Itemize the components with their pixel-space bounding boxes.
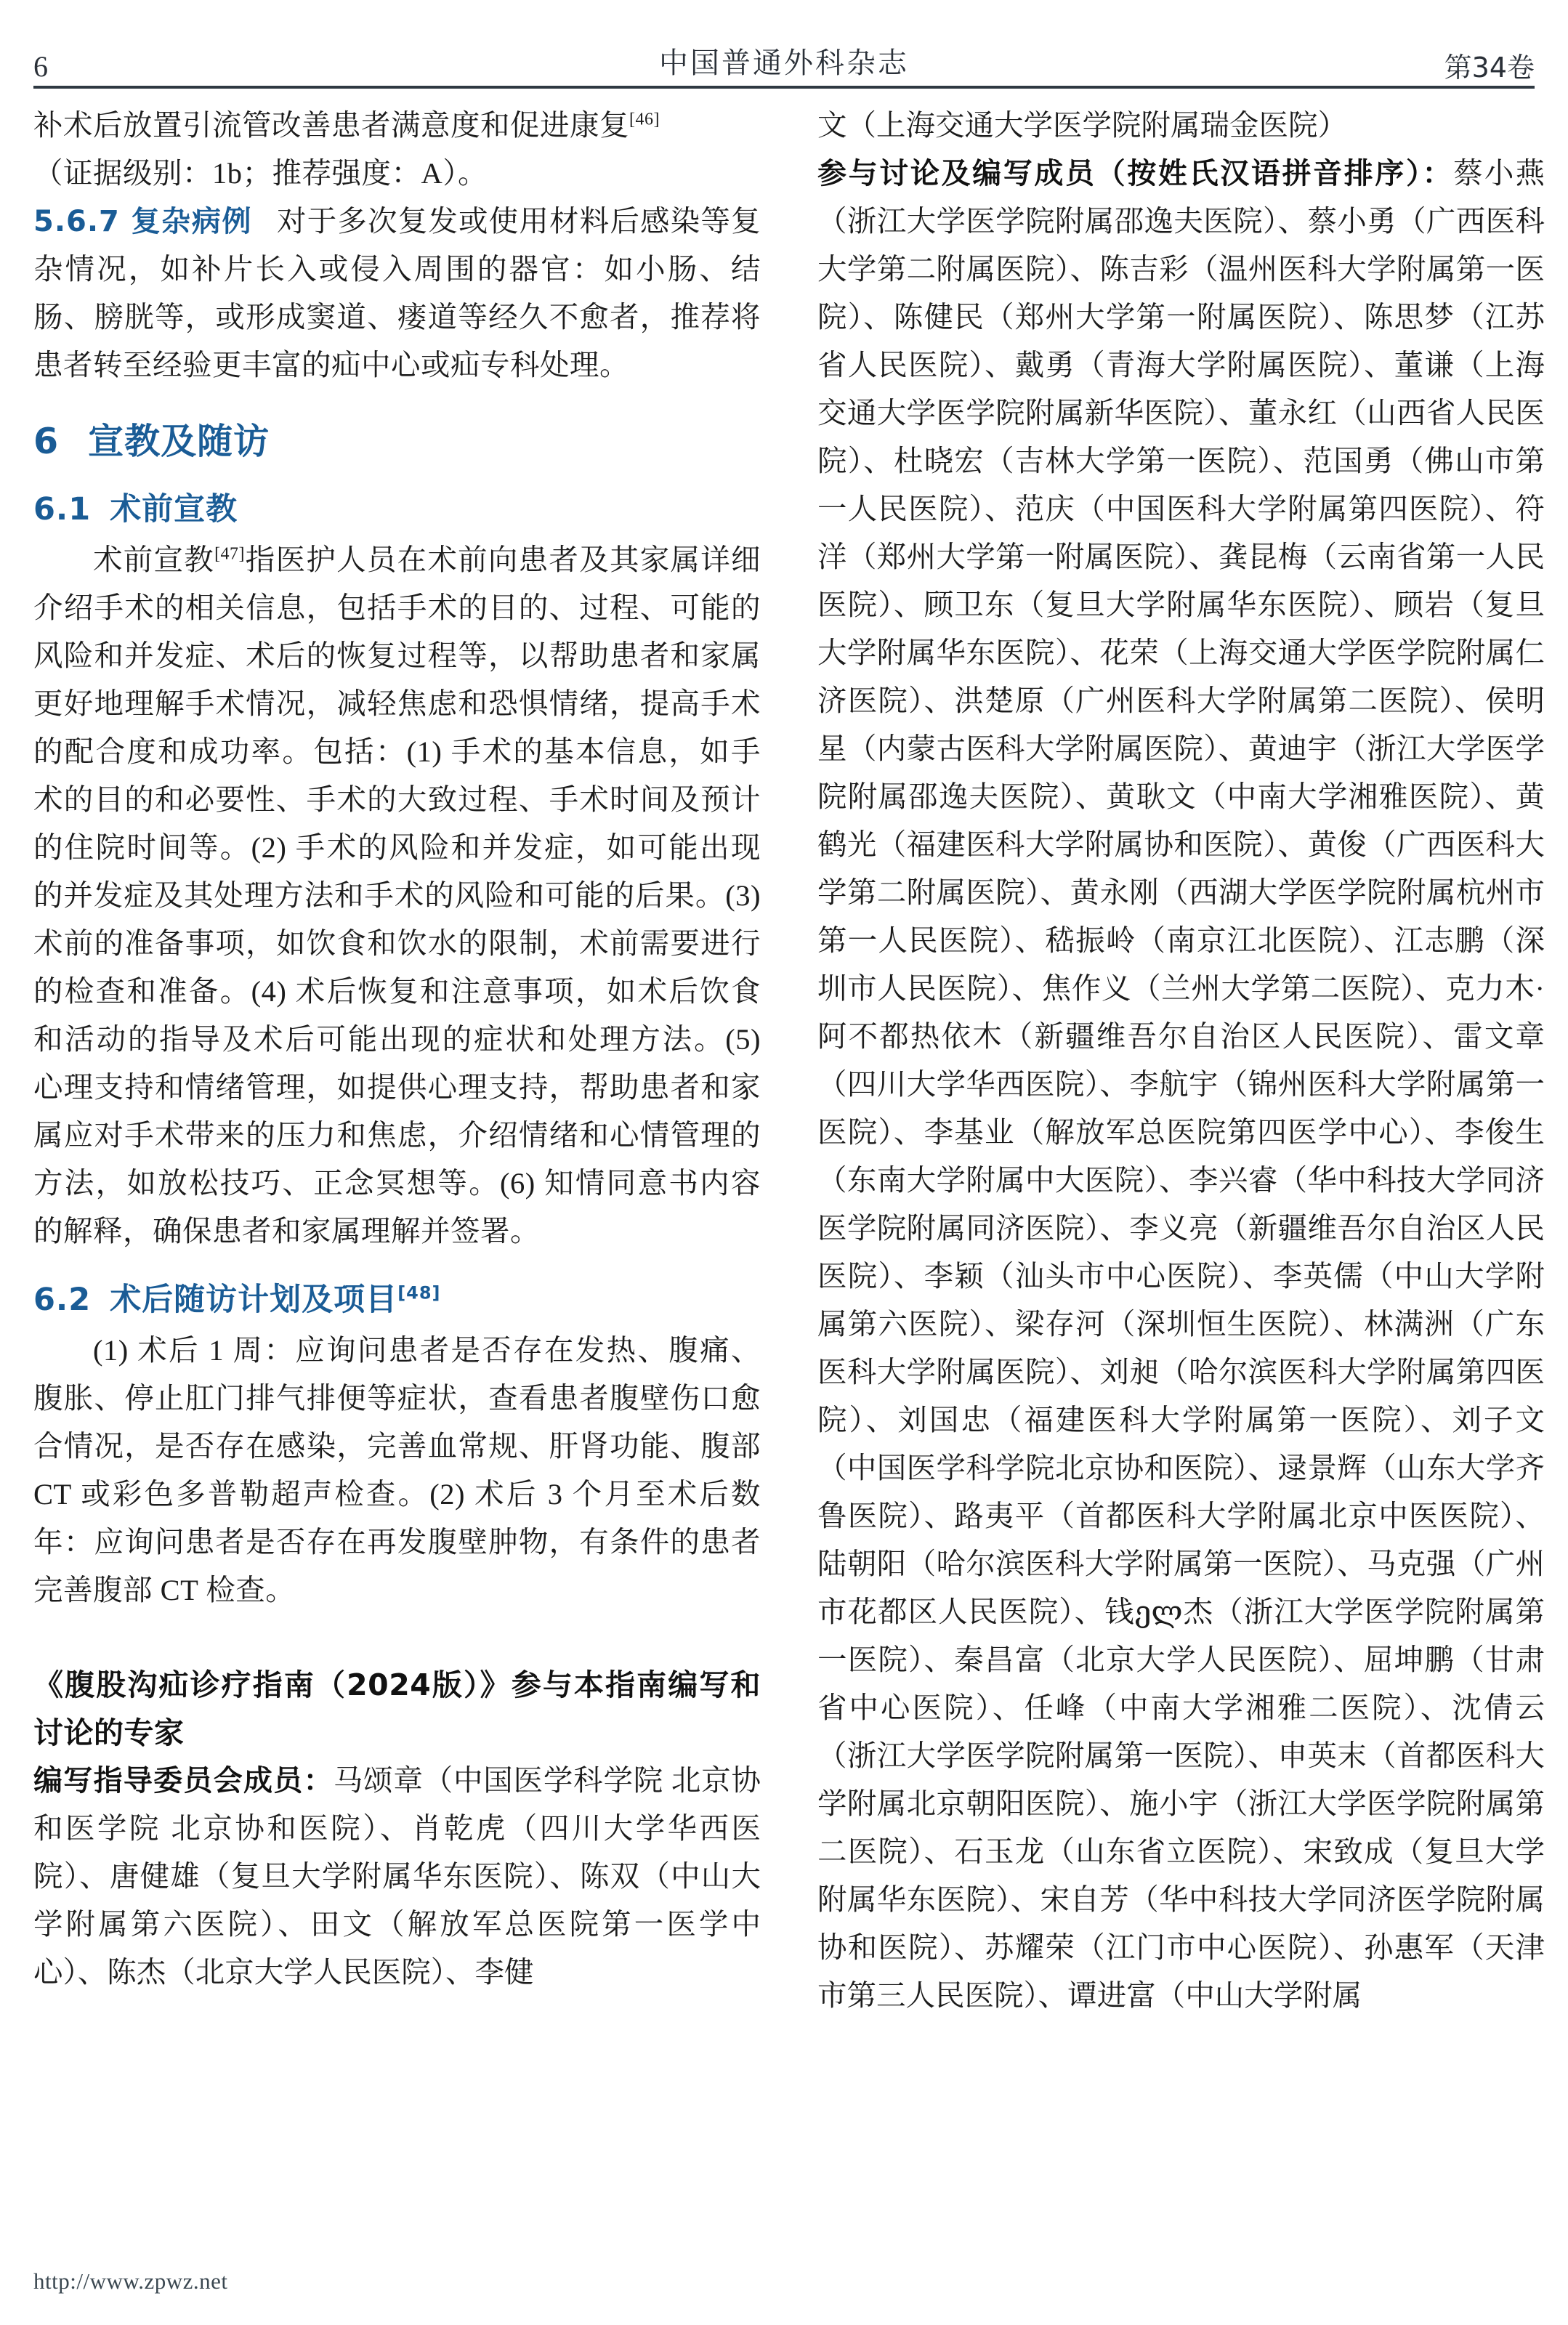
section-heading-6-2 [33, 1277, 761, 1322]
committee-label: 编写指导委员会成员： [33, 1764, 334, 1798]
subsection-body-5-6-7: 对于多次复发或使用材料后感染等复杂情况，如补片长入或侵入周围的器官：如小肠、结肠、膀胱等，或形成窦道、瘘道等经久不愈者，推荐将患者转至经验更丰富的疝中心或疝专科处理。 [33, 205, 761, 381]
section-title-6-2: 术后随访计划及项目 [110, 1282, 398, 1318]
volume-label: 第34卷 [1444, 52, 1535, 84]
section-title-6: 宣教及随访 [88, 421, 270, 462]
discussion-members-list: 蔡小燕（浙江大学医学院附属邵逸夫医院）、蔡小勇（广西医科大学第二附属医院）、陈吉彩（温州医科大学附属第一医院）、陈健民（郑州大学第一附属医院）、陈思梦（江苏省人民医院）、戴勇（青海大学附属医院）、董谦（上海交通大学医学院附属新华医院）、董永红（山西省人民医院）、杜晓宏（吉林大学第一医院）、范国勇（佛山市第一人民医院）、范庆（中国医科大学附属第四医院）、符洋（郑州大学第一附属医院）、龚昆梅（云南省第一人民医院）、顾卫东（复旦大学附属华东医院）、顾岩（复旦大学附属华东医院）、花荣（上海交通大学医学院附属仁济医院）、洪楚原（广州医科大学附属第二医院）、侯明星（内蒙古医科大学附属医院）、黄迪宇（浙江大学医学院附属邵逸夫医院）、黄耿文（中南大学湘雅医院）、黄鹤光（福建医科大学附属协和医院）、黄俊（广西医科大学第二附属医院）、黄永刚（西湖大学医学院附属杭州市第一人民医院）、嵇振岭（南京江北医院）、江志鹏（深圳市人民医院）、焦作义（兰州大学第二医院）、克力木·阿不都热依木（新疆维吾尔自治区人民医院）、雷文章（四川大学华西医院）、李航宇（锦州医科大学附属第一医院）、李基业（解放军总医院第四医学中心）、李俊生（东南大学附属中大医院）、李兴睿（华中科技大学同济医学院附属同济医院）、李义亮（新疆维吾尔自治区人民医院）、李颖（汕头市中心医院）、李英儒（中山大学附属第六医院）、梁存河（深圳恒生医院）、林满洲（广东医科大学附属医院）、刘昶（哈尔滨医科大学附属第四医院）、刘国忠（福建医科大学附属第一医院）、刘子文（中国医学科学院北京协和医院）、逯景辉（山东大学齐鲁医院）、路夷平（首都医科大学附属北京中医医院）、陆朝阳（哈尔滨医科大学附属第一医院）、马克强（广州市花都区人民医院）、钱ელ杰（浙江大学医学院附属第一医院）、秦昌富（北京大学人民医院）、屈坤鹏（甘肃省中心医院）、任峰（中南大学湘雅二医院）、沈倩云（浙江大学医学院附属第一医院）、申英末（首都医科大学附属北京朝阳医院）、施小宇（浙江大学医学院附属第二医院）、石玉龙（山东省立医院）、宋致成（复旦大学附属华东医院）、宋自芳（华中科技大学同济医学院附属协和医院）、苏耀荣（江门市中心医院）、孙惠军（天津市第三人民医院）、谭进富（中山大学附属 [817, 157, 1545, 2012]
discussion-members-label: 参与讨论及编写成员（按姓氏汉语拼音排序）： [817, 157, 1454, 190]
section-6-1-lead: 术前宣教 [93, 543, 215, 576]
committee-paragraph [33, 1757, 761, 1997]
header-divider [33, 86, 1535, 89]
section-6-2-body: (1) 术后 1 周：应询问患者是否存在发热、腹痛、腹胀、停止肛门排气排便等症状，查看患者腹壁伤口愈合情况，是否存在感染，完善血常规、肝肾功能、腹部 CT 或彩色多普勒超声检查。(2) 术后 3 个月至术后数年：应询问患者是否存在再发腹壁肿物，有条件的患者完善腹部 CT 检查。 [33, 1334, 761, 1606]
evidence-level-note: （证据级别：1b；推荐强度：A）。 [33, 157, 488, 190]
section-6-1-body [33, 536, 761, 1256]
section-heading-6 [33, 418, 761, 465]
expert-block-title: 《腹股沟疝诊疗指南（2024版）》参与本指南编写和讨论的专家 [33, 1667, 761, 1750]
right-column [817, 102, 1545, 2216]
left-column [33, 102, 761, 2216]
journal-website-url[interactable]: http://www.zpwz.net [33, 2268, 228, 2294]
subsection-title-5-6-7: 复杂病例 [131, 205, 253, 238]
subsection-5-6-7 [33, 198, 761, 389]
running-header [33, 22, 1535, 84]
subsection-number-5-6-7: 5.6.7 [33, 205, 120, 238]
reference-marker-46: [46] [629, 110, 660, 129]
section-number-6-2: 6.2 [33, 1282, 92, 1318]
section-title-6-1: 术前宣教 [110, 491, 238, 527]
page-number: 6 [33, 50, 48, 83]
section-number-6-1: 6.1 [33, 491, 92, 527]
page-footer [33, 2268, 228, 2294]
committee-members: 马颂章（中国医学科学院 北京协和医学院 北京协和医院）、肖乾虎（四川大学华西医院）、唐健雄（复旦大学附属华东医院）、陈双（中山大学附属第六医院）、田文（解放军总医院第一医学中心）、陈杰（北京大学人民医院）、李健 [33, 1764, 761, 1989]
reference-marker-47: [47] [214, 544, 246, 564]
committee-continued: 文（上海交通大学医学院附属瑞金医院） [817, 109, 1347, 142]
continued-paragraph-text: 补术后放置引流管改善患者满意度和促进康复 [33, 109, 629, 142]
continued-paragraph [33, 102, 761, 150]
reference-marker-48: [48] [397, 1282, 441, 1303]
discussion-members-paragraph [817, 150, 1545, 2020]
section-number-6: 6 [33, 421, 60, 462]
section-6-1-text: 指医护人员在术前向患者及其家属详细介绍手术的相关信息，包括手术的目的、过程、可能的风险和并发症、术后的恢复过程等，以帮助患者和家属更好地理解手术情况，减轻焦虑和恐惧情绪，提高手术的配合度和成功率。包括：(1) 手术的基本信息，如手术的目的和必要性、手术的大致过程、手术时间及预计的住院时间等。(2) 手术的风险和并发症，如可能出现的并发症及其处理方法和手术的风险和可能的后果。(3) 术前的准备事项，如饮食和饮水的限制，术前需要进行的检查和准备。(4) 术后恢复和注意事项，如术后饮食和活动的指导及术后可能出现的症状和处理方法。(5) 心理支持和情绪管理，如提供心理支持，帮助患者和家属应对手术带来的压力和焦虑，介绍情绪和心情管理的方法，如放松技巧、正念冥想等。(6) 知情同意书内容的解释，确保患者和家属理解并签署。 [33, 543, 761, 1248]
section-heading-6-1 [33, 487, 761, 532]
journal-title: 中国普通外科杂志 [659, 46, 909, 80]
two-column-body [33, 102, 1545, 2216]
